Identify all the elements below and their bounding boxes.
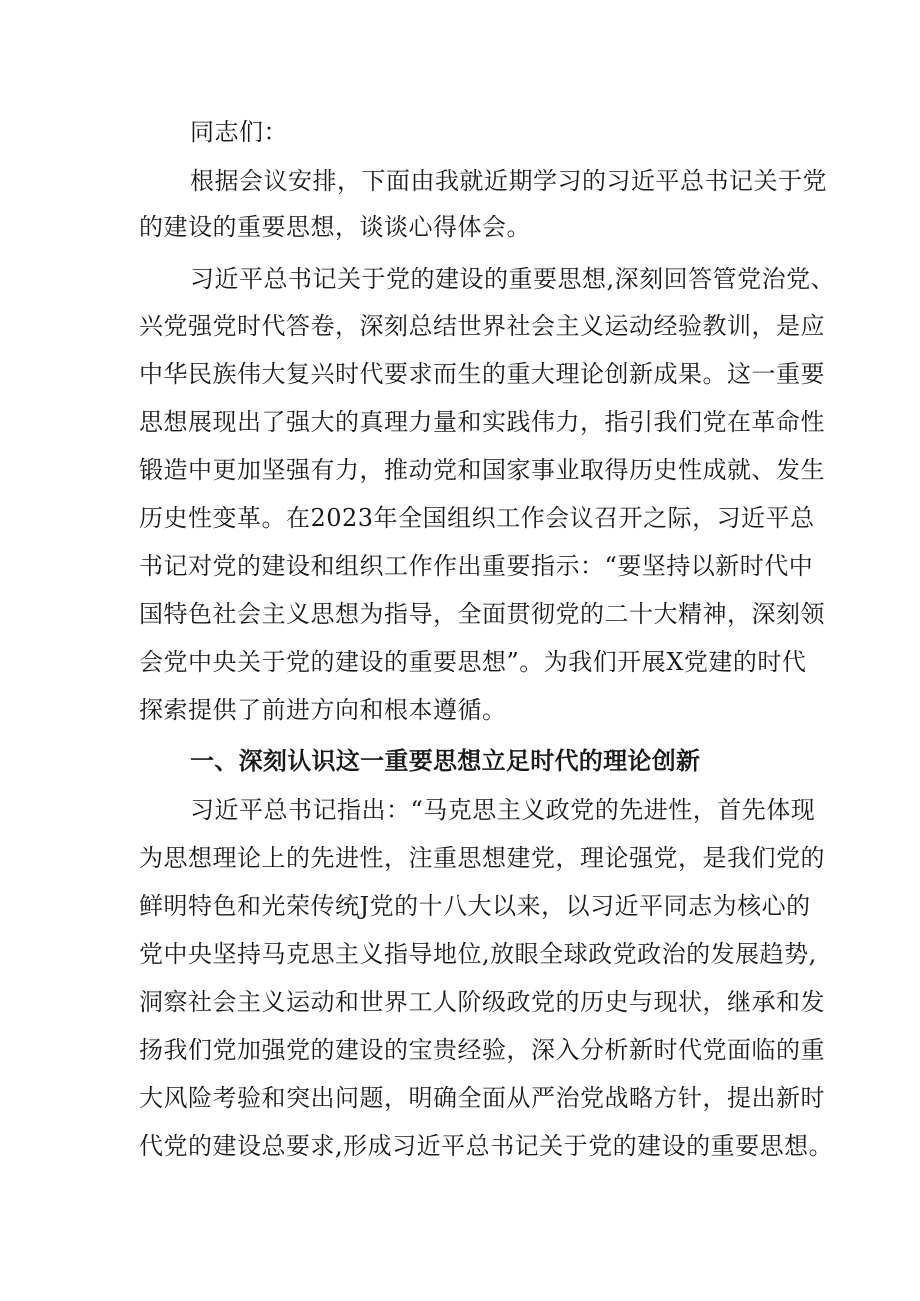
- paragraph-line: 鲜明特色和光荣传统J党的十八大以来，以习近平同志为核心的: [139, 892, 811, 920]
- paragraph-line: 根据会议安排，下面由我就近期学习的习近平总书记关于党: [190, 167, 827, 195]
- section-heading: 一、深刻认识这一重要思想立足时代的理论创新: [190, 747, 701, 775]
- paragraph-line: 书记对党的建设和组织工作作出重要指示：“要坚持以新时代中: [139, 552, 814, 580]
- salutation: 同志们：: [190, 118, 288, 146]
- paragraph-line: 洞察社会主义运动和世界工人阶级政党的历史与现状，继承和发: [139, 988, 825, 1016]
- paragraph-line: 思想展现出了强大的真理力量和实践伟力，指引我们党在革命性: [139, 408, 825, 436]
- paragraph-line: 习近平总书记指出：“马克思主义政党的先进性，首先体现: [190, 796, 816, 824]
- paragraph-line: 党中央坚持马克思主义指导地位,放眼全球政党政治的发展趋势,: [139, 940, 817, 968]
- paragraph-line: 会党中央关于党的建设的重要思想”。为我们开展X党建的时代: [139, 648, 807, 676]
- paragraph-line: 扬我们党加强党的建设的宝贵经验，深入分析新时代党面临的重: [139, 1036, 825, 1064]
- paragraph-line: 中华民族伟大复兴时代要求而生的重大理论创新成果。这一重要: [139, 360, 825, 388]
- paragraph-line: 为思想理论上的先进性，注重思想建党，理论强党，是我们党的: [139, 844, 825, 872]
- paragraph-line: 历史性变革。在2023年全国组织工作会议召开之际，习近平总: [139, 504, 815, 532]
- paragraph-line: 探索提供了前进方向和根本遵循。: [139, 696, 507, 724]
- paragraph-line: 国特色社会主义思想为指导，全面贯彻党的二十大精神，深刻领: [139, 600, 825, 628]
- paragraph-line: 大风险考验和突出问题，明确全面从严治党战略方针，提出新时: [139, 1084, 825, 1112]
- paragraph-line: 代党的建设总要求,形成习近平总书记关于党的建设的重要思想。: [139, 1132, 834, 1160]
- paragraph-line: 兴党强党时代答卷，深刻总结世界社会主义运动经验教训，是应: [139, 312, 825, 340]
- paragraph-line: 的建设的重要思想，谈谈心得体会。: [139, 213, 531, 241]
- paragraph-line: 锻造中更加坚强有力，推动党和国家事业取得历史性成就、发生: [139, 456, 825, 484]
- paragraph-line: 习近平总书记关于党的建设的重要思想,深刻回答管党治党、: [190, 265, 836, 293]
